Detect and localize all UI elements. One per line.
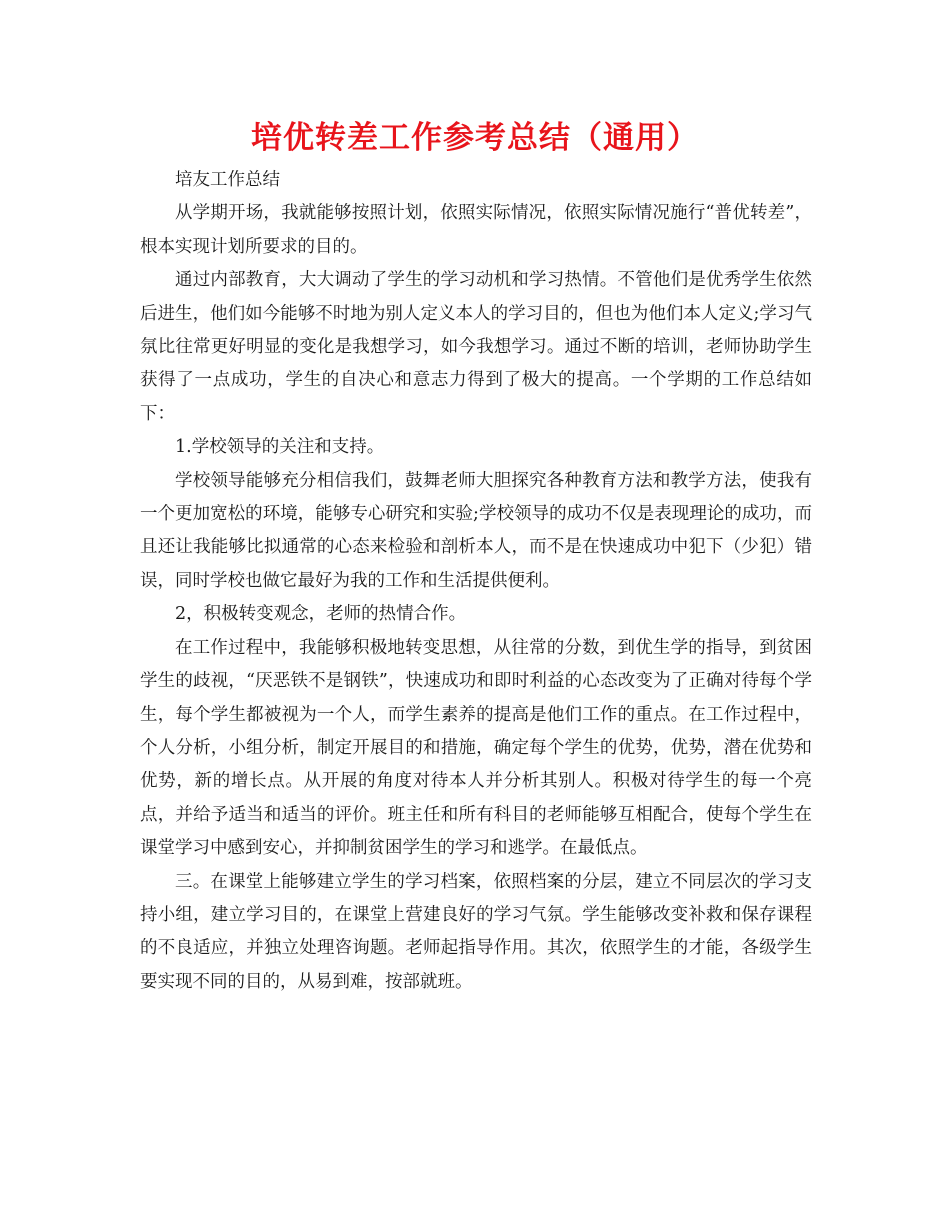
section-heading-2: 2，积极转变观念，老师的热情合作。 bbox=[175, 604, 467, 625]
paragraph-overview: 通过内部教育，大大调动了学生的学习动机和学习热情。不管他们是优秀学生依然后进生，他们如今能够不时地为别人定义本人的学习目的，但也为他们本人定义;学习气氛比往常更好明显的变化是我想学习，如今我想学习。通过不断的培训，老师协助学生获得了一点成功，学生的自决心和意志力得到了极大的提高。一个学期的工作总结如下： bbox=[140, 270, 812, 424]
document-body bbox=[140, 164, 812, 999]
paragraph-section-1: 学校领导能够充分相信我们，鼓舞老师大胆探究各种教育方法和教学方法，使我有一个更加宽松的环境，能够专心研究和实验;学校领导的成功不仅是表现理论的成功，而且还让我能够比拟通常的心态来检验和剖析本人，而不是在快速成功中犯下（少犯）错误，同时学校也做它最好为我的工作和生活提供便利。 bbox=[140, 470, 812, 591]
paragraph-subtitle: 培友工作总结 bbox=[175, 170, 280, 190]
paragraph-intro: 从学期开场，我就能够按照计划，依照实际情况，依照实际情况施行“普优转差”，根本实现计划所要求的目的。 bbox=[140, 203, 812, 257]
paragraph-section-2: 在工作过程中，我能够积极地转变思想，从往常的分数，到优生学的指导，到贫困学生的歧视，“厌恶铁不是钢铁”，快速成功和即时利益的心态改变为了正确对待每个学生，每个学生都被视为一个人，而学生素养的提高是他们工作的重点。在工作过程中，个人分析，小组分析，制定开展目的和措施，确定每个学生的优势，优势，潜在优势和优势，新的增长点。从开展的角度对待本人并分析其别人。积极对待学生的每一个亮点，并给予适当和适当的评价。班主任和所有科目的老师能够互相配合，使每个学生在课堂学习中感到安心，并抑制贫困学生的学习和逃学。在最低点。 bbox=[140, 637, 812, 859]
section-heading-1: 1.学校领导的关注和支持。 bbox=[175, 437, 385, 458]
paragraph-section-3: 三。在课堂上能够建立学生的学习档案，依照档案的分层，建立不同层次的学习支持小组，建立学习目的，在课堂上营建良好的学习气氛。学生能够改变补救和保存课程的不良适应，并独立处理咨询题。老师起指导作用。其次，依照学生的才能，各级学生要实现不同的目的，从易到难，按部就班。 bbox=[140, 871, 812, 992]
document-title: 培优转差工作参考总结（通用） bbox=[251, 120, 699, 156]
